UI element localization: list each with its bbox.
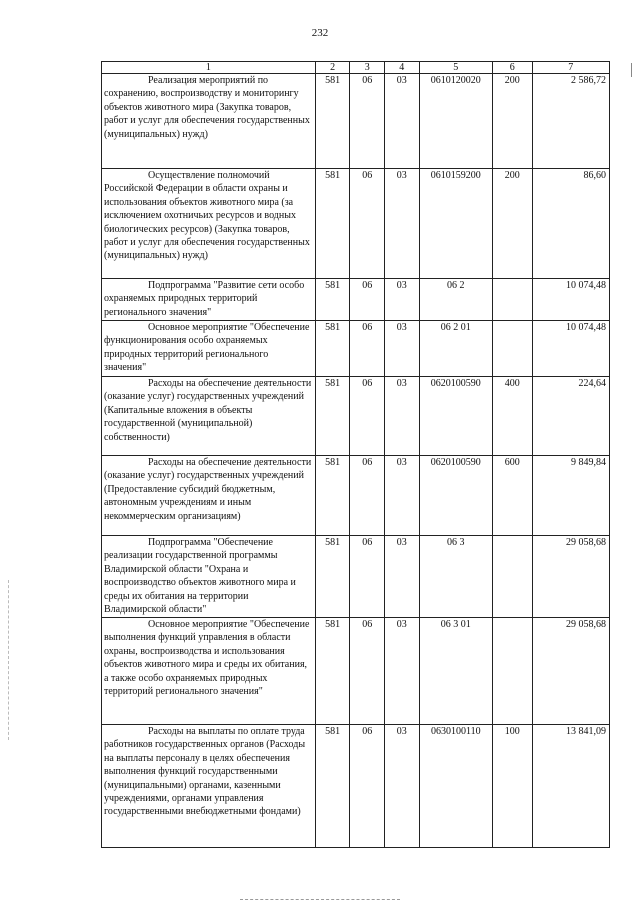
table-row [102,725,610,848]
row-subsection: 03 [385,74,420,169]
row-target: 06 2 [419,279,492,321]
row-expense: 200 [492,74,532,169]
margin-mark [631,63,634,77]
row-name-text: Расходы на обеспечение деятельности (оказание услуг) государственных учреждений (Капитальные вложения в объекты государственной (муниципальной) собственности) [104,378,312,443]
row-amount: 9 849,84 [532,456,609,536]
table-body [102,74,610,848]
row-name [102,169,316,279]
row-name-text: Расходы на обеспечение деятельности (оказание услуг) государственных учреждений (Предоставление субсидий бюджетным, автономным учреждениям и иным некоммерческим организациям) [104,457,312,522]
table-row [102,536,610,618]
row-target: 0610159200 [419,169,492,279]
row-name-text: Осуществление полномочий Российской Федерации в области охраны и использования объектов животного мира (за исключением охотничьих ресурсов и водных биологических ресурсов) (Закупка товаров, работ и услуг для обеспечения государственных (муниципальных) нужд) [104,170,310,262]
table-row [102,279,610,321]
row-subsection: 03 [385,321,420,377]
row-amount: 29 058,68 [532,618,609,725]
row-code: 581 [315,321,350,377]
row-target: 0620100590 [419,377,492,456]
row-expense [492,536,532,618]
row-subsection: 03 [385,456,420,536]
row-code: 581 [315,456,350,536]
row-code: 581 [315,536,350,618]
row-expense: 600 [492,456,532,536]
row-section: 06 [350,618,385,725]
page-number: 232 [311,27,329,39]
row-amount: 13 841,09 [532,725,609,848]
row-code: 581 [315,725,350,848]
scan-artifact-left [8,580,10,740]
row-target: 06 3 01 [419,618,492,725]
row-subsection: 03 [385,377,420,456]
row-code: 581 [315,169,350,279]
table-row [102,618,610,725]
row-section: 06 [350,169,385,279]
row-subsection: 03 [385,536,420,618]
header-col-7: 7 [532,62,609,74]
table-row [102,377,610,456]
row-amount: 2 586,72 [532,74,609,169]
row-code: 581 [315,377,350,456]
table-row [102,74,610,169]
row-code: 581 [315,279,350,321]
row-expense: 400 [492,377,532,456]
table-row [102,456,610,536]
row-target: 06 2 01 [419,321,492,377]
scan-artifact-bottom [240,899,400,901]
table-row [102,321,610,377]
row-name [102,456,316,536]
row-name [102,321,316,377]
row-section: 06 [350,536,385,618]
row-name [102,74,316,169]
row-expense [492,321,532,377]
row-amount: 29 058,68 [532,536,609,618]
row-section: 06 [350,279,385,321]
row-name-text: Реализация мероприятий по сохранению, воспроизводству и мониторингу объектов животного мира (Закупка товаров, работ и услуг для обеспечения государственных (муниципальных) нужд) [104,75,310,140]
row-subsection: 03 [385,279,420,321]
row-section: 06 [350,377,385,456]
row-amount: 224,64 [532,377,609,456]
row-name-text: Подпрограмма "Обеспечение реализации государственной программы Владимирской области "Охрана и воспроизводство объектов животного мира и среды их обитания на территории Владимирской области" [104,537,296,616]
header-col-3: 3 [350,62,385,74]
header-col-5: 5 [419,62,492,74]
row-section: 06 [350,74,385,169]
row-expense [492,618,532,725]
row-amount: 86,60 [532,169,609,279]
row-target: 0620100590 [419,456,492,536]
row-name [102,618,316,725]
row-amount: 10 074,48 [532,279,609,321]
row-name [102,279,316,321]
header-col-6: 6 [492,62,532,74]
row-code: 581 [315,618,350,725]
row-code: 581 [315,74,350,169]
row-target: 06 3 [419,536,492,618]
row-name [102,725,316,848]
row-name-text: Основное мероприятие "Обеспечение выполнения функций управления в области охраны, воспроизводства и использования объектов животного мира и среды их обитания, а также особо охраняемых природных территорий регионального значения" [104,619,310,698]
row-target: 0630100110 [419,725,492,848]
row-expense: 100 [492,725,532,848]
row-amount: 10 074,48 [532,321,609,377]
budget-table [101,61,610,848]
row-subsection: 03 [385,725,420,848]
row-name [102,536,316,618]
row-section: 06 [350,321,385,377]
table-row [102,169,610,279]
row-subsection: 03 [385,618,420,725]
row-name-text: Расходы на выплаты по оплате труда работников государственных органов (Расходы на выплаты персоналу в целях обеспечения выполнения функций государственными (муниципальными) органами, казенными учреждениями, органами управления государственными внебюджетными фондами) [104,726,306,818]
header-col-4: 4 [385,62,420,74]
header-col-2: 2 [315,62,350,74]
row-name [102,377,316,456]
table-header [102,62,610,74]
row-section: 06 [350,725,385,848]
header-row [102,62,610,74]
row-expense [492,279,532,321]
row-subsection: 03 [385,169,420,279]
row-section: 06 [350,456,385,536]
header-col-1: 1 [102,62,316,74]
row-expense: 200 [492,169,532,279]
row-name-text: Основное мероприятие "Обеспечение функционирования особо охраняемых природных территорий регионального значения" [104,322,310,374]
row-target: 0610120020 [419,74,492,169]
row-name-text: Подпрограмма "Развитие сети особо охраняемых природных территорий регионального значения" [104,280,305,318]
